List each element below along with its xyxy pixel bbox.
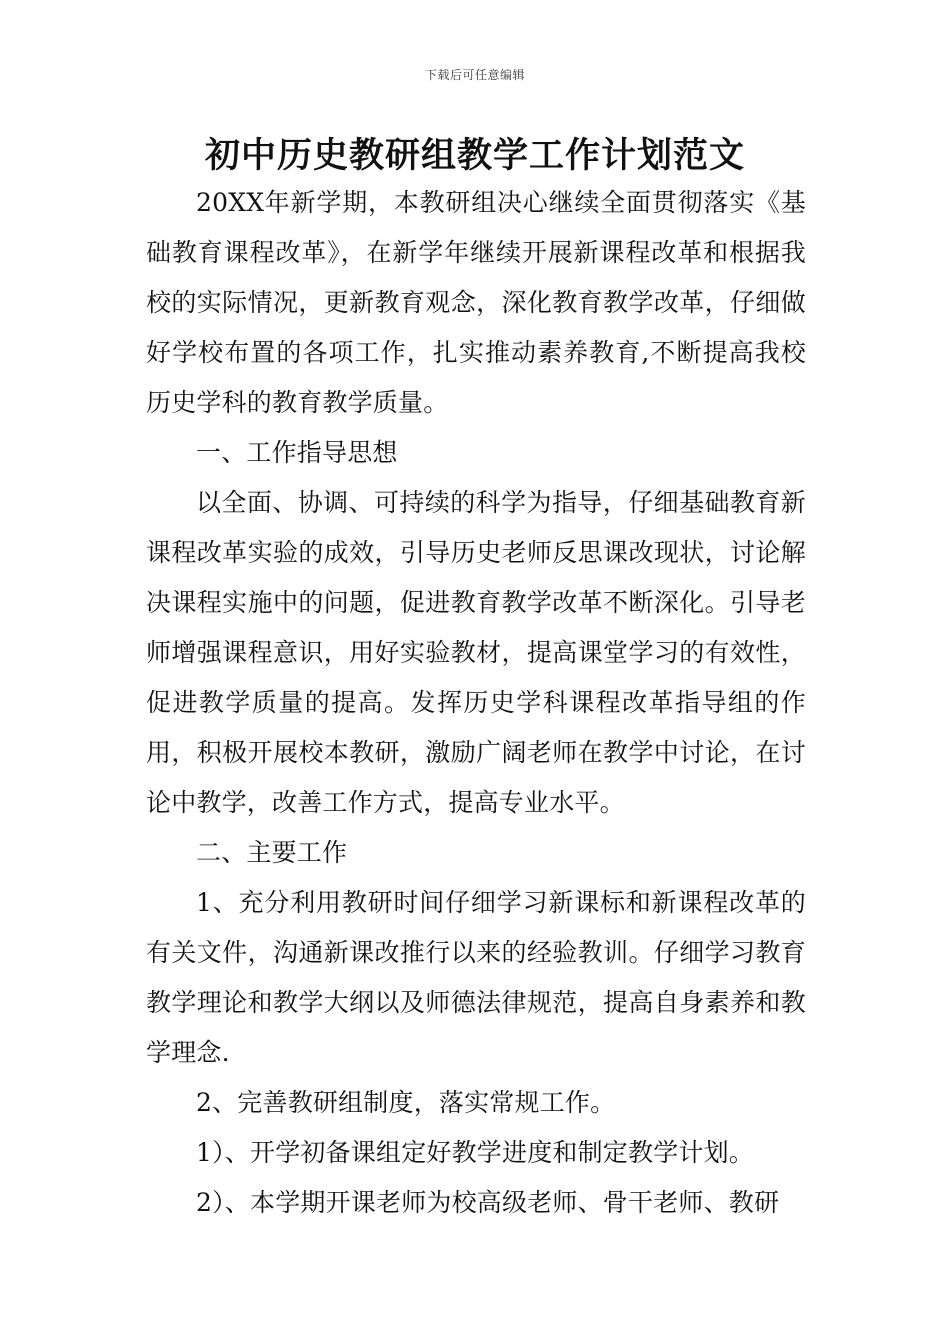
main-work-subitem-2: 2）、本学期开课老师为校高级老师、骨干老师、教研 — [196, 1188, 780, 1217]
main-work-item-1: 1、充分利用教研时间仔细学习新课标和新课程改革的有关文件，沟通新课改推行以来的经验教训。仔细学习教育教学理论和教学大纲以及师德法律规范，提高自身素养和教学理念. — [146, 888, 806, 1067]
header-note: 下载后可任意编辑 — [424, 68, 525, 82]
guiding-ideology-paragraph: 以全面、协调、可持续的科学为指导，仔细基础教育新课程改革实验的成效，引导历史老师反思课改现状，讨论解决课程实施中的问题，促进教育教学改革不断深化。引导老师增强课程意识，用好实验教材，提高课堂学习的有效性，促进教学质量的提高。发挥历史学科课程改革指导组的作用，积极开展校本教研，激励广阔老师在教学中讨论，在讨论中教学，改善工作方式，提高专业水平。 — [146, 488, 806, 817]
document-body — [146, 178, 806, 1228]
intro-paragraph: 20XX年新学期，本教研组决心继续全面贯彻落实《基础教育课程改革》，在新学年继续开展新课程改革和根据我校的实际情况，更新教育观念，深化教育教学改革，仔细做好学校布置的各项工作，扎实推动素养教育,不断提高我校历史学科的教育教学质量。 — [146, 188, 806, 417]
section-heading-guiding-ideology: 一、工作指导思想 — [196, 438, 398, 467]
section-heading-main-work: 二、主要工作 — [196, 838, 348, 867]
main-work-subitem-1: 1）、开学初备课组定好教学进度和制定教学计划。 — [196, 1138, 755, 1167]
main-work-item-2: 2、完善教研组制度，落实常规工作。 — [196, 1088, 616, 1117]
document-title: 初中历史教研组教学工作计划范文 — [204, 136, 745, 176]
